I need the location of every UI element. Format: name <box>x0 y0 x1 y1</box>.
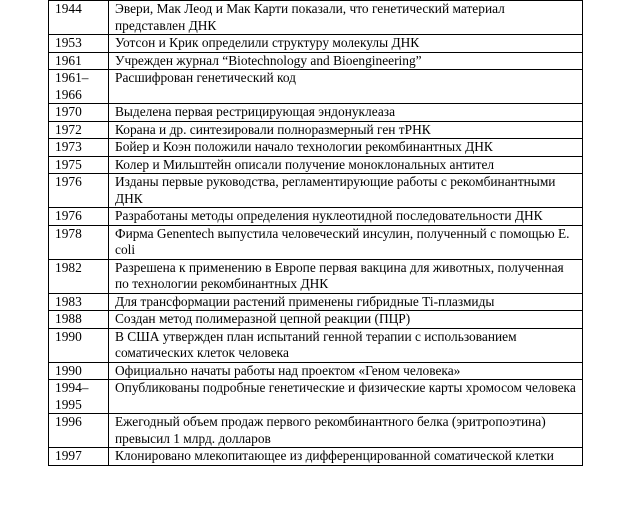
event-cell: Клонировано млекопитающее из дифференцированной соматической клетки <box>109 448 583 466</box>
table-row <box>49 1 583 35</box>
year-cell: 1976 <box>49 174 109 208</box>
event-cell: Выделена первая рестрицирующая эндонуклеаза <box>109 104 583 122</box>
event-cell: Официально начаты работы над проектом «Геном человека» <box>109 362 583 380</box>
year-cell: 1972 <box>49 121 109 139</box>
event-cell: В США утвержден план испытаний генной терапии с использованием соматических клеток человека <box>109 328 583 362</box>
year-cell: 1997 <box>49 448 109 466</box>
year-cell: 1953 <box>49 35 109 53</box>
event-cell: Опубликованы подробные генетические и физические карты хромосом человека <box>109 380 583 414</box>
event-cell: Учрежден журнал “Biotechnology and Bioengineering” <box>109 52 583 70</box>
table-row <box>49 139 583 157</box>
event-cell: Для трансформации растений применены гибридные Ti-плазмиды <box>109 293 583 311</box>
table-row <box>49 156 583 174</box>
year-cell: 1961 <box>49 52 109 70</box>
table-row <box>49 414 583 448</box>
event-cell: Корана и др. синтезировали полноразмерный ген тРНК <box>109 121 583 139</box>
event-cell: Фирма Genentech выпустила человеческий инсулин, полученный с помощью E. coli <box>109 225 583 259</box>
year-cell: 1996 <box>49 414 109 448</box>
year-cell: 1970 <box>49 104 109 122</box>
year-cell: 1983 <box>49 293 109 311</box>
table-row <box>49 259 583 293</box>
table-row <box>49 362 583 380</box>
table-row <box>49 311 583 329</box>
event-cell: Уотсон и Крик определили структуру молекулы ДНК <box>109 35 583 53</box>
table-row <box>49 380 583 414</box>
table-row <box>49 70 583 104</box>
year-cell: 1990 <box>49 362 109 380</box>
event-cell: Разработаны методы определения нуклеотидной последовательности ДНК <box>109 208 583 226</box>
table-row <box>49 225 583 259</box>
year-cell: 1975 <box>49 156 109 174</box>
timeline-body <box>49 1 583 466</box>
timeline-table <box>48 0 583 466</box>
table-row <box>49 35 583 53</box>
year-cell: 1961– 1966 <box>49 70 109 104</box>
table-row <box>49 174 583 208</box>
table-row <box>49 328 583 362</box>
year-cell: 1978 <box>49 225 109 259</box>
year-cell: 1976 <box>49 208 109 226</box>
year-cell: 1990 <box>49 328 109 362</box>
table-row <box>49 208 583 226</box>
table-row <box>49 293 583 311</box>
year-cell: 1988 <box>49 311 109 329</box>
year-cell: 1982 <box>49 259 109 293</box>
event-cell: Ежегодный объем продаж первого рекомбинантного белка (эритропоэтина) превысил 1 млрд. долларов <box>109 414 583 448</box>
table-row <box>49 52 583 70</box>
year-cell: 1973 <box>49 139 109 157</box>
table-row <box>49 121 583 139</box>
table-row <box>49 448 583 466</box>
event-cell: Колер и Мильштейн описали получение моноклональных антител <box>109 156 583 174</box>
year-cell: 1944 <box>49 1 109 35</box>
event-cell: Разрешена к применению в Европе первая вакцина для животных, полученная по технологии рекомбинантных ДНК <box>109 259 583 293</box>
year-cell: 1994– 1995 <box>49 380 109 414</box>
event-cell: Создан метод полимеразной цепной реакции (ПЦР) <box>109 311 583 329</box>
event-cell: Эвери, Мак Леод и Мак Карти показали, что генетический материал представлен ДНК <box>109 1 583 35</box>
event-cell: Расшифрован генетический код <box>109 70 583 104</box>
event-cell: Бойер и Коэн положили начало технологии рекомбинантных ДНК <box>109 139 583 157</box>
event-cell: Изданы первые руководства, регламентирующие работы с рекомбинантными ДНК <box>109 174 583 208</box>
timeline-document <box>48 0 583 466</box>
table-row <box>49 104 583 122</box>
